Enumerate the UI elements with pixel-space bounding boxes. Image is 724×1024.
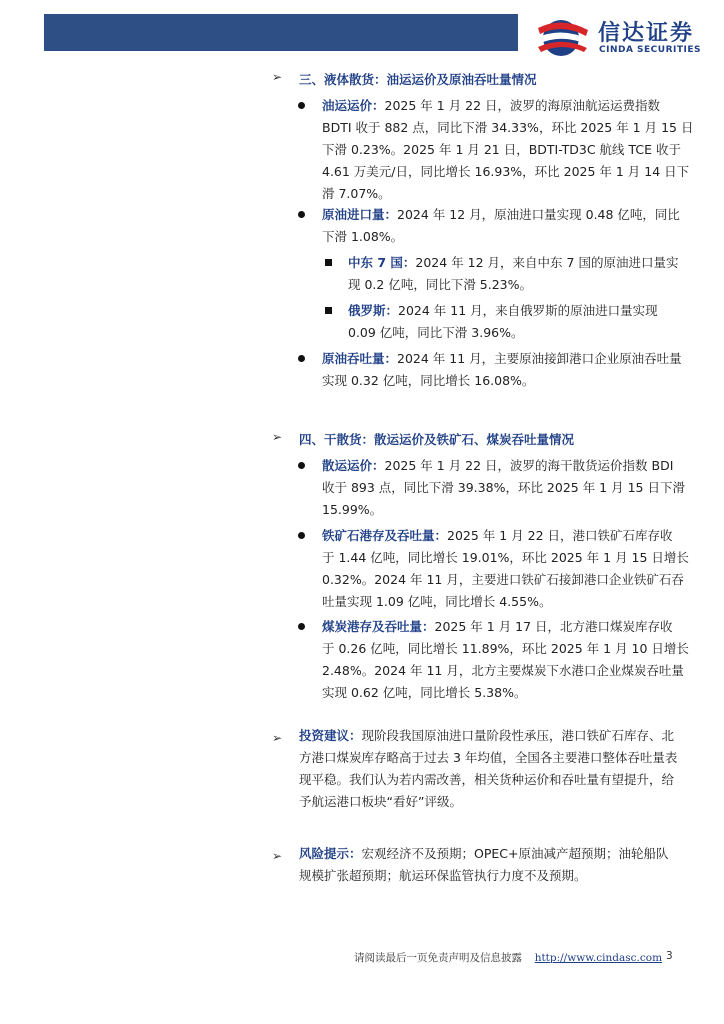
bullet-dot xyxy=(298,102,305,109)
list-item-line xyxy=(322,525,673,547)
item-text: 2025 年 1 月 17 日，北方港口煤炭库存收 xyxy=(434,619,673,634)
advice-line: 方港口煤炭库存略高于过去 3 年均值，全国各主要港口整体吞吐量表 xyxy=(299,750,678,765)
arrow-bullet-icon: ➢ xyxy=(272,731,283,745)
list-item-line xyxy=(348,300,658,322)
arrow-bullet-icon: ➢ xyxy=(272,70,283,84)
section4-title: 四、干散货：散运运价及铁矿石、煤炭吞吐量情况 xyxy=(299,432,575,447)
bullet-dot xyxy=(298,355,305,362)
item-label: 油运运价： xyxy=(322,98,385,113)
page-number: 3 xyxy=(666,950,673,962)
cinda-logo xyxy=(532,14,712,60)
bullet-dot xyxy=(298,211,305,218)
list-item-line: 2.48%。2024 年 11 月，北方主要煤炭下水港口企业煤炭吞吐量 xyxy=(322,663,684,678)
list-item-line xyxy=(322,95,660,117)
list-item-line: 0.09 亿吨，同比下滑 3.96%。 xyxy=(348,325,524,340)
bullet-dot xyxy=(298,623,305,630)
list-item-line: 0.32%。2024 年 11 月，主要进口铁矿石接卸港口企业铁矿石吞 xyxy=(322,572,684,587)
list-item-line xyxy=(322,455,673,477)
list-item-line: 实现 0.62 亿吨，同比增长 5.38%。 xyxy=(322,685,527,700)
disclaimer-text: 请阅读最后一页免责声明及信息披露 xyxy=(354,952,522,964)
advice-label: 投资建议： xyxy=(299,728,362,743)
arrow-bullet-icon: ➢ xyxy=(272,849,283,863)
item-text: 2025 年 1 月 22 日，波罗的海干散货运价指数 BDI xyxy=(384,458,674,473)
header-bar xyxy=(44,14,518,51)
item-text: 2024 年 12 月，原油进口量实现 0.48 亿吨，同比 xyxy=(397,207,680,222)
logo-chinese-name: 信达证券 xyxy=(598,21,695,46)
list-item-line xyxy=(322,348,682,370)
arrow-bullet-icon: ➢ xyxy=(272,430,283,444)
advice-line: 现平稳。我们认为若内需改善，相关货种运价和吞吐量有望提升，给 xyxy=(299,772,675,787)
risk-text: 宏观经济不及预期；OPEC+原油减产超预期；油轮船队 xyxy=(361,846,669,861)
list-item-line: 滑 7.07%。 xyxy=(322,186,391,201)
list-item-line: 现 0.2 亿吨，同比下滑 5.23%。 xyxy=(348,277,533,292)
section3-title: 三、液体散货：油运运价及原油吞吐量情况 xyxy=(299,72,537,87)
list-item-line: BDTI 收于 882 点，同比下滑 34.33%，环比 2025 年 1 月 15 日 xyxy=(322,120,694,135)
item-text: 2024 年 11 月，来自俄罗斯的原油进口量实现 xyxy=(398,303,658,318)
advice-line: 予航运港口板块“看好”评级。 xyxy=(299,794,462,809)
item-label: 散运运价： xyxy=(322,458,385,473)
bullet-square xyxy=(325,259,332,266)
list-item-line xyxy=(322,616,673,638)
logo-english-name: CINDA SECURITIES xyxy=(599,45,701,55)
list-item-line: 实现 0.32 亿吨，同比增长 16.08%。 xyxy=(322,373,535,388)
bullet-square xyxy=(325,307,332,314)
advice-text: 现阶段我国原油进口量阶段性承压，港口铁矿石库存、北 xyxy=(361,728,675,743)
list-item-line xyxy=(322,204,680,226)
list-item-line: 于 1.44 亿吨，同比增长 19.01%，环比 2025 年 1 月 15 日增长 xyxy=(322,550,689,565)
list-item-line xyxy=(348,252,678,274)
risk-line xyxy=(299,843,669,865)
item-label: 俄罗斯： xyxy=(348,303,399,318)
footer xyxy=(354,950,662,965)
advice-line xyxy=(299,725,674,747)
list-item-line: 于 0.26 亿吨，同比增长 11.89%，环比 2025 年 1 月 10 日增长 xyxy=(322,641,689,656)
item-text: 2024 年 12 月，来自中东 7 国的原油进口量实 xyxy=(415,255,679,270)
item-label: 煤炭港存及吞吐量： xyxy=(322,619,435,634)
list-item-line: 下滑 1.08%。 xyxy=(322,229,404,244)
item-text: 2025 年 1 月 22 日，波罗的海原油航运运费指数 xyxy=(384,98,661,113)
list-item-line: 4.61 万美元/日，同比增长 16.93%，环比 2025 年 1 月 14 日下 xyxy=(322,164,690,179)
item-label: 原油进口量： xyxy=(322,207,398,222)
item-label: 铁矿石港存及吞吐量： xyxy=(322,528,448,543)
list-item-line: 收于 893 点，同比下滑 39.38%，环比 2025 年 1 月 15 日下滑 xyxy=(322,480,685,495)
list-item-line: 吐量实现 1.09 亿吨，同比增长 4.55%。 xyxy=(322,594,552,609)
bullet-dot xyxy=(298,532,305,539)
bullet-dot xyxy=(298,462,305,469)
item-label: 中东 7 国： xyxy=(348,255,416,270)
risk-line: 规模扩张超预期；航运环保监管执行力度不及预期。 xyxy=(299,868,587,883)
item-text: 2025 年 1 月 22 日，港口铁矿石库存收 xyxy=(447,528,673,543)
item-text: 2024 年 11 月，主要原油接卸港口企业原油吞吐量 xyxy=(397,351,682,366)
list-item-line: 15.99%。 xyxy=(322,502,383,517)
website-link[interactable]: http://www.cindasc.com xyxy=(534,952,663,964)
list-item-line: 下滑 0.23%。2025 年 1 月 21 日，BDTI-TD3C 航线 TCE 收于 xyxy=(322,142,681,157)
globe-logo-icon xyxy=(532,14,592,60)
item-label: 原油吞吐量： xyxy=(322,351,398,366)
risk-label: 风险提示： xyxy=(299,846,362,861)
